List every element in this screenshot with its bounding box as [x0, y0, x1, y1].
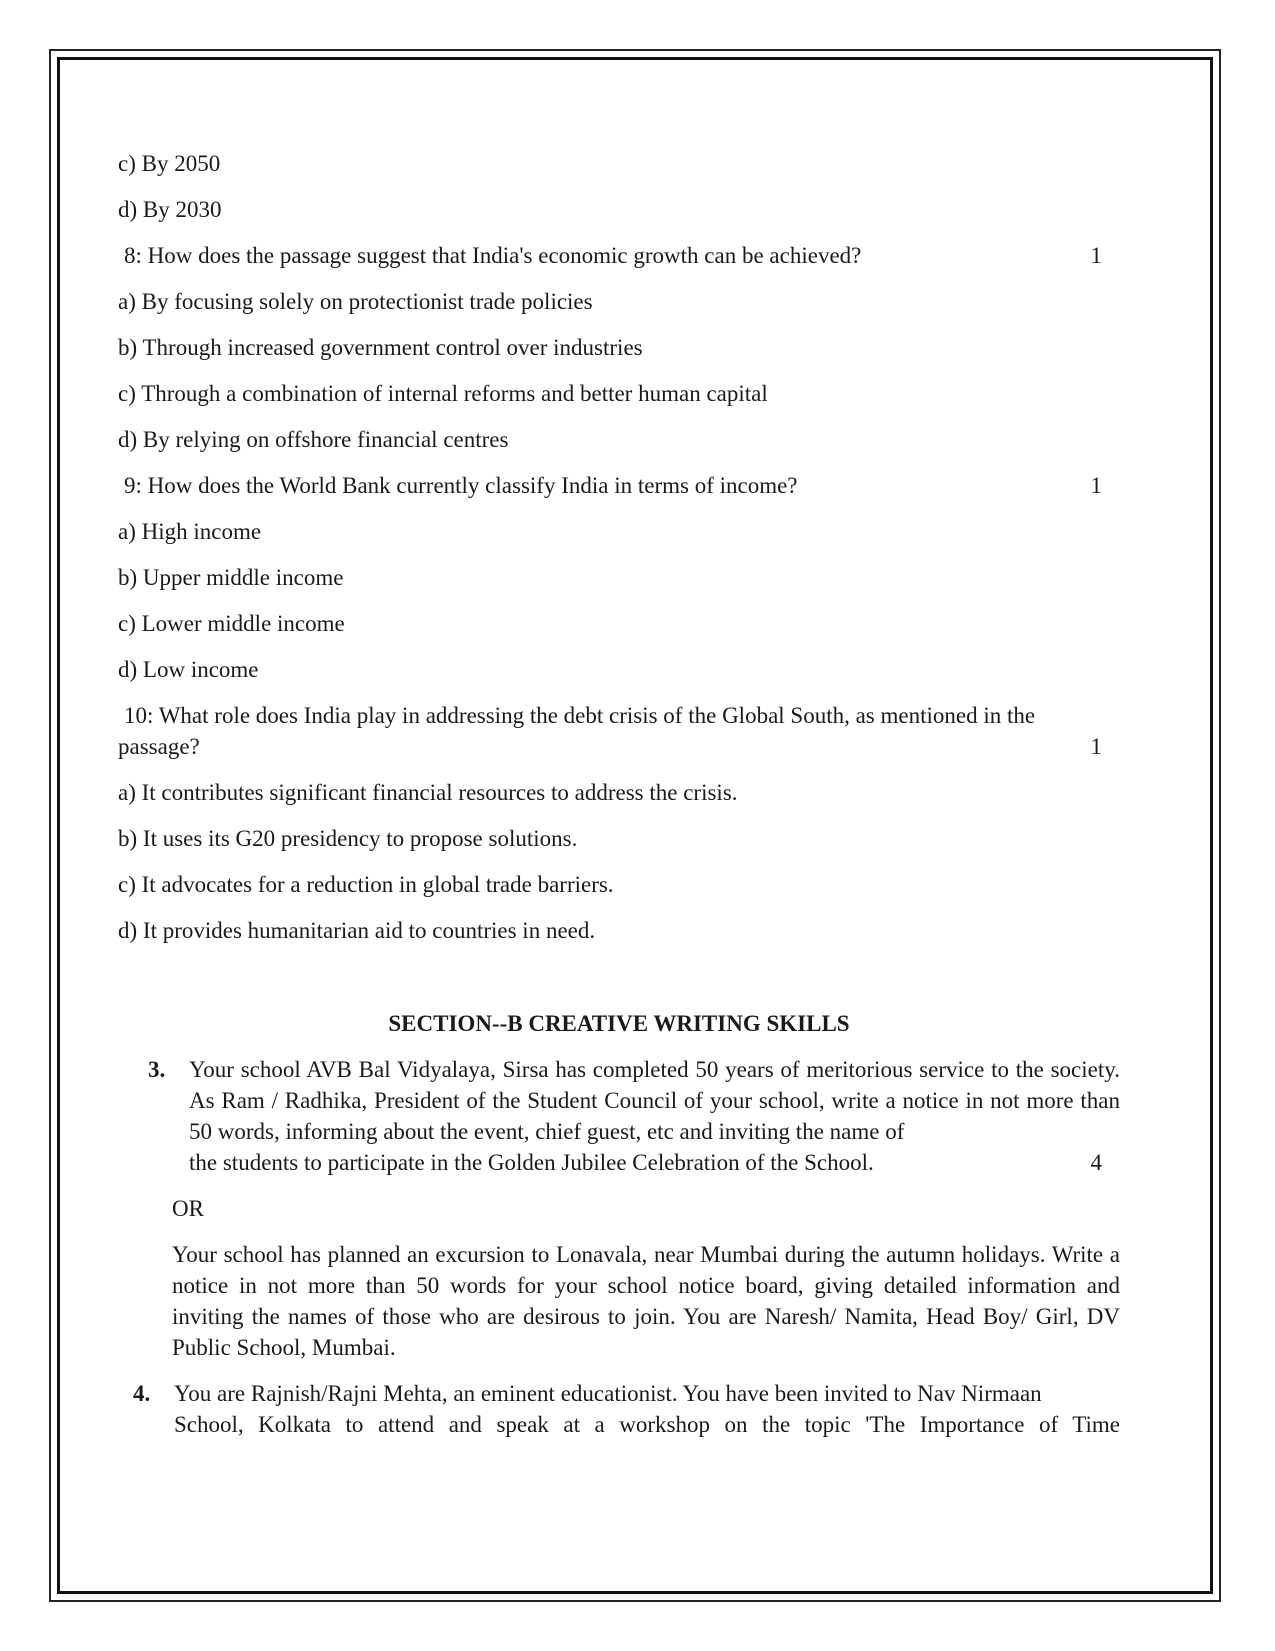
- question-3-body: [189, 1054, 1120, 1178]
- q9-question-text: 9: How does the World Bank currently classify India in terms of income?: [124, 473, 798, 498]
- q10-question-line2-row: [118, 731, 1120, 762]
- q8-option-a: a) By focusing solely on protectionist trade policies: [118, 289, 593, 314]
- q9-question: [118, 470, 1120, 501]
- question-3-last-line: the students to participate in the Golden Jubilee Celebration of the School.: [189, 1150, 874, 1175]
- q8-option-d: d) By relying on offshore financial centres: [118, 427, 509, 452]
- q9-option-b: b) Upper middle income: [118, 565, 344, 590]
- question-3-marks: 4: [1090, 1150, 1102, 1175]
- question-3-number: 3.: [148, 1057, 166, 1082]
- question-4-line1: You are Rajnish/Rajni Mehta, an eminent educationist. You have been invited to Nav Nirmaan: [174, 1381, 1042, 1406]
- q7-option-d: d) By 2030: [118, 197, 222, 222]
- q9-marks: 1: [1090, 473, 1102, 498]
- q8-question: [118, 240, 1120, 271]
- question-4-body: [174, 1378, 1120, 1440]
- q10-option-b: b) It uses its G20 presidency to propose solutions.: [118, 826, 578, 851]
- page-content: [118, 148, 1120, 1455]
- q7-option-c: c) By 2050: [118, 151, 221, 176]
- question-4: [118, 1378, 1120, 1440]
- q10-option-c: c) It advocates for a reduction in global trade barriers.: [118, 872, 614, 897]
- q10-question-line2: passage?: [118, 734, 200, 759]
- question-3: [118, 1054, 1120, 1178]
- q9-option-a: a) High income: [118, 519, 262, 544]
- q8-question-text: 8: How does the passage suggest that India's economic growth can be achieved?: [124, 243, 862, 268]
- q8-option-c: c) Through a combination of internal reforms and better human capital: [118, 381, 768, 406]
- question-4-number: 4.: [133, 1381, 151, 1406]
- q9-option-c: c) Lower middle income: [118, 611, 345, 636]
- question-3-alternative: Your school has planned an excursion to Lonavala, near Mumbai during the autumn holidays. Write a notice in not more than 50 words for your school notice board, giving detailed information and inviting the names of those who are desirous to join. You are Naresh/ Namita, Head Boy/ Girl, DV Public School, Mumbai.: [172, 1242, 1120, 1360]
- question-3-text: Your school AVB Bal Vidyalaya, Sirsa has completed 50 years of meritorious service to the society. As Ram / Radhika, President of the Student Council of your school, write a notice in not more than 50 words, informing about the event, chief guest, etc and inviting the name of: [189, 1057, 1120, 1144]
- q8-option-b: b) Through increased government control over industries: [118, 335, 643, 360]
- or-separator: OR: [172, 1196, 204, 1221]
- q9-option-d: d) Low income: [118, 657, 259, 682]
- question-4-line2: School, Kolkata to attend and speak at a workshop on the topic 'The Importance of Time: [174, 1412, 1120, 1437]
- q10-marks: 1: [1090, 734, 1102, 759]
- q10-question-line1: 10: What role does India play in addressing the debt crisis of the Global South, as mentioned in the: [124, 703, 1036, 728]
- q10-option-d: d) It provides humanitarian aid to countries in need.: [118, 918, 596, 943]
- q8-marks: 1: [1090, 243, 1102, 268]
- q10-option-a: a) It contributes significant financial resources to address the crisis.: [118, 780, 738, 805]
- section-b-heading: SECTION--B CREATIVE WRITING SKILLS: [388, 1011, 850, 1036]
- question-3-last-row: [189, 1147, 1120, 1178]
- q10-question: [118, 700, 1120, 762]
